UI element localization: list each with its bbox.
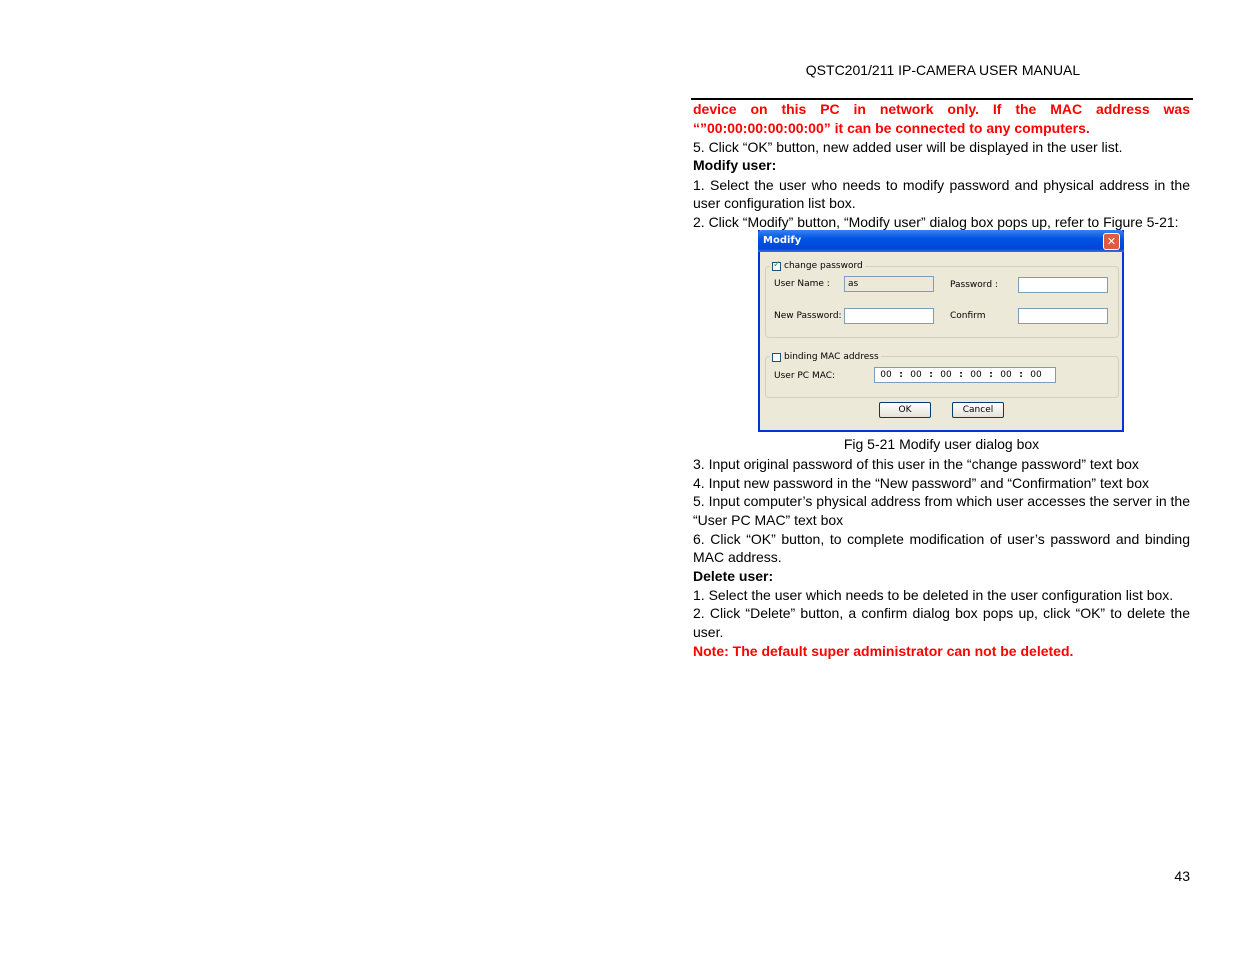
page-header: QSTC201/211 IP-CAMERA USER MANUAL xyxy=(805,62,1081,78)
figure-caption: Fig 5-21 Modify user dialog box xyxy=(843,436,1040,452)
change-password-checkbox[interactable] xyxy=(772,262,781,271)
mac-segment[interactable]: 00 xyxy=(880,370,892,380)
modify-step2: 2. Click “Modify” button, “Modify user” dialog box pops up, refer to Figure 5-21: xyxy=(693,214,1179,230)
modify-step3: 3. Input original password of this user in the “change password” text box xyxy=(693,456,1139,472)
change-password-label: change password xyxy=(784,261,863,271)
page-number: 43 xyxy=(1174,868,1190,884)
modify-user-heading: Modify user: xyxy=(693,157,777,173)
mac-separator: : xyxy=(899,370,903,380)
modify-step4: 4. Input new password in the “New password” and “Confirmation” text box xyxy=(693,475,1149,491)
mac-separator: : xyxy=(959,370,963,380)
password-label: Password : xyxy=(950,280,998,290)
mac-segment[interactable]: 00 xyxy=(910,370,922,380)
mac-segment[interactable]: 00 xyxy=(940,370,952,380)
delete-user-heading: Delete user: xyxy=(693,568,774,584)
mac-segment[interactable]: 00 xyxy=(1030,370,1042,380)
new-password-field[interactable] xyxy=(844,308,934,324)
dialog-title: Modify xyxy=(763,235,802,246)
modify-step5-line2: “User PC MAC” text box xyxy=(693,512,844,528)
mac-separator: : xyxy=(929,370,933,380)
new-password-label: New Password: xyxy=(774,311,842,321)
modify-step1-line1: 1. Select the user who needs to modify password and physical address in the xyxy=(693,177,1190,193)
add-step5: 5. Click “OK” button, new added user will be displayed in the user list. xyxy=(693,139,1123,155)
binding-mac-checkbox-row[interactable] xyxy=(770,352,881,362)
dialog-title-bar xyxy=(758,230,1124,252)
modify-dialog xyxy=(758,230,1124,432)
modify-step1-line2: user configuration list box. xyxy=(693,195,856,211)
mac-separator: : xyxy=(989,370,993,380)
mac-separator: : xyxy=(1019,370,1023,380)
user-name-label: User Name : xyxy=(774,279,830,289)
modify-step6-line1: 6. Click “OK” button, to complete modification of user’s password and binding xyxy=(693,531,1190,547)
modify-step5-line1: 5. Input computer’s physical address from which user accesses the server in the xyxy=(693,493,1190,509)
delete-step2-line2: user. xyxy=(693,624,724,640)
mac-address-input[interactable] xyxy=(874,367,1056,383)
modify-step6-line2: MAC address. xyxy=(693,549,782,565)
mac-segment[interactable]: 00 xyxy=(970,370,982,380)
confirm-label: Confirm xyxy=(950,311,986,321)
mac-note-line1: device on this PC in network only. If the MAC address was xyxy=(693,101,1190,117)
delete-step1: 1. Select the user which needs to be deleted in the user configuration list box. xyxy=(693,587,1174,603)
ok-button[interactable]: OK xyxy=(879,402,931,418)
mac-segment[interactable]: 00 xyxy=(1000,370,1012,380)
mac-note-line2: “”00:00:00:00:00:00” it can be connected to any computers. xyxy=(693,120,1090,136)
delete-step2-line1: 2. Click “Delete” button, a confirm dialog box pops up, click “OK” to delete the xyxy=(693,605,1190,621)
super-admin-note: Note: The default super administrator can not be deleted. xyxy=(693,643,1074,659)
cancel-button[interactable]: Cancel xyxy=(952,402,1004,418)
binding-mac-label: binding MAC address xyxy=(784,352,879,362)
change-password-checkbox-row[interactable] xyxy=(770,261,865,271)
binding-mac-checkbox[interactable] xyxy=(772,353,781,362)
password-field[interactable] xyxy=(1018,277,1108,293)
close-icon[interactable]: ✕ xyxy=(1103,233,1120,250)
user-name-field[interactable]: as xyxy=(844,276,934,292)
confirm-field[interactable] xyxy=(1018,308,1108,324)
user-pc-mac-label: User PC MAC: xyxy=(774,371,836,381)
